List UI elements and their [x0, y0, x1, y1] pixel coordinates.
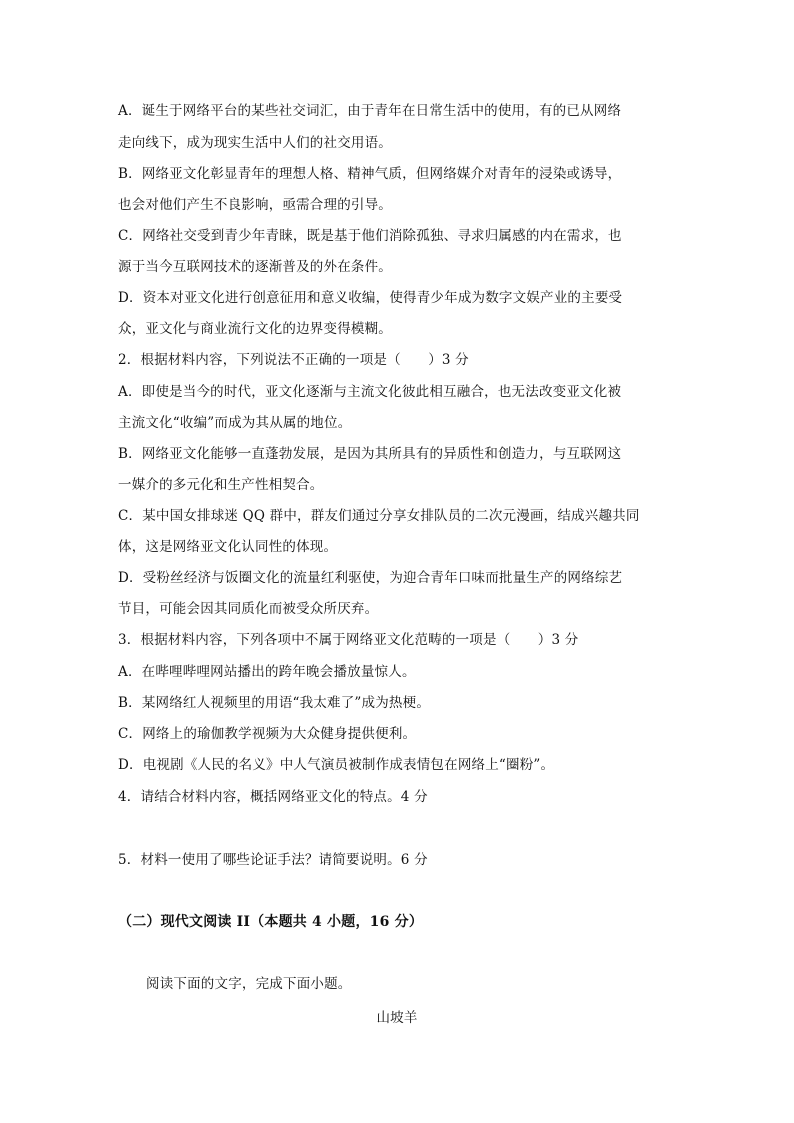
- q2-option-c-line2: 体，这是网络亚文化认同性的体现。: [118, 539, 338, 555]
- passage-title: 山坡羊: [376, 1010, 418, 1026]
- q2-option-b-line1: B．网络亚文化能够一直蓬勃发展，是因为其所具有的异质性和创造力，与互联网这: [118, 446, 622, 462]
- q1-option-b-line1: B．网络亚文化彰显青年的理想人格、精神气质，但网络媒介对青年的浸染或诱导，: [118, 166, 622, 182]
- q2-option-a-line1: A．即使是当今的时代，亚文化逐渐与主流文化彼此相互融合，也无法改变亚文化被: [118, 384, 622, 400]
- q1-option-d-line1: D．资本对亚文化进行创意征用和意义收编，使得青少年成为数字文娱产业的主要受: [118, 290, 623, 306]
- q3-option-a: A．在哔哩哔哩网站播出的跨年晚会播放量惊人。: [118, 664, 416, 680]
- q1-option-c-line2: 源于当今互联网技术的逐渐普及的外在条件。: [118, 259, 392, 275]
- q2-option-b-line2: 一媒介的多元化和生产性相契合。: [118, 477, 324, 493]
- q1-option-d-line2: 众，亚文化与商业流行文化的边界变得模糊。: [118, 321, 392, 337]
- q2-option-d-line2: 节目，可能会因其同质化而被受众所厌弃。: [118, 601, 379, 617]
- reading-instruction: 阅读下面的文字，完成下面小题。: [146, 976, 352, 992]
- q1-option-b-line2: 也会对他们产生不良影响，亟需合理的引导。: [118, 197, 392, 213]
- q2-option-c-line1: C．某中国女排球迷 QQ 群中，群友们通过分享女排队员的二次元漫画，结成兴趣共同: [118, 508, 640, 524]
- section-heading: （二）现代文阅读 II（本题共 4 小题，16 分）: [118, 914, 424, 930]
- q2-option-a-line2: 主流文化“收编”而成为其从属的地位。: [118, 415, 352, 431]
- q1-option-a-line1: A．诞生于网络平台的某些社交词汇，由于青年在日常生活中的使用，有的已从网络: [118, 103, 622, 119]
- q3-option-b: B．某网络红人视频里的用语“我太难了”成为热梗。: [118, 695, 431, 711]
- q2-option-d-line1: D．受粉丝经济与饭圈文化的流量红利驱使，为迎合青年口味而批量生产的网络综艺: [118, 570, 623, 586]
- question-5: 5．材料一使用了哪些论证手法？请简要说明。6 分: [118, 852, 428, 868]
- question-2: 2．根据材料内容，下列说法不正确的一项是（ ）3 分: [118, 352, 469, 368]
- question-4: 4．请结合材料内容，概括网络亚文化的特点。4 分: [118, 789, 428, 805]
- q1-option-c-line1: C．网络社交受到青少年青睐，既是基于他们消除孤独、寻求归属感的内在需求，也: [118, 228, 622, 244]
- question-3: 3．根据材料内容，下列各项中不属于网络亚文化范畴的一项是（ ）3 分: [118, 632, 579, 648]
- q3-option-d: D．电视剧《人民的名义》中人气演员被制作成表情包在网络上“圈粉”。: [118, 757, 555, 773]
- q1-option-a-line2: 走向线下，成为现实生活中人们的社交用语。: [118, 135, 392, 151]
- q3-option-c: C．网络上的瑜伽教学视频为大众健身提供便利。: [118, 726, 417, 742]
